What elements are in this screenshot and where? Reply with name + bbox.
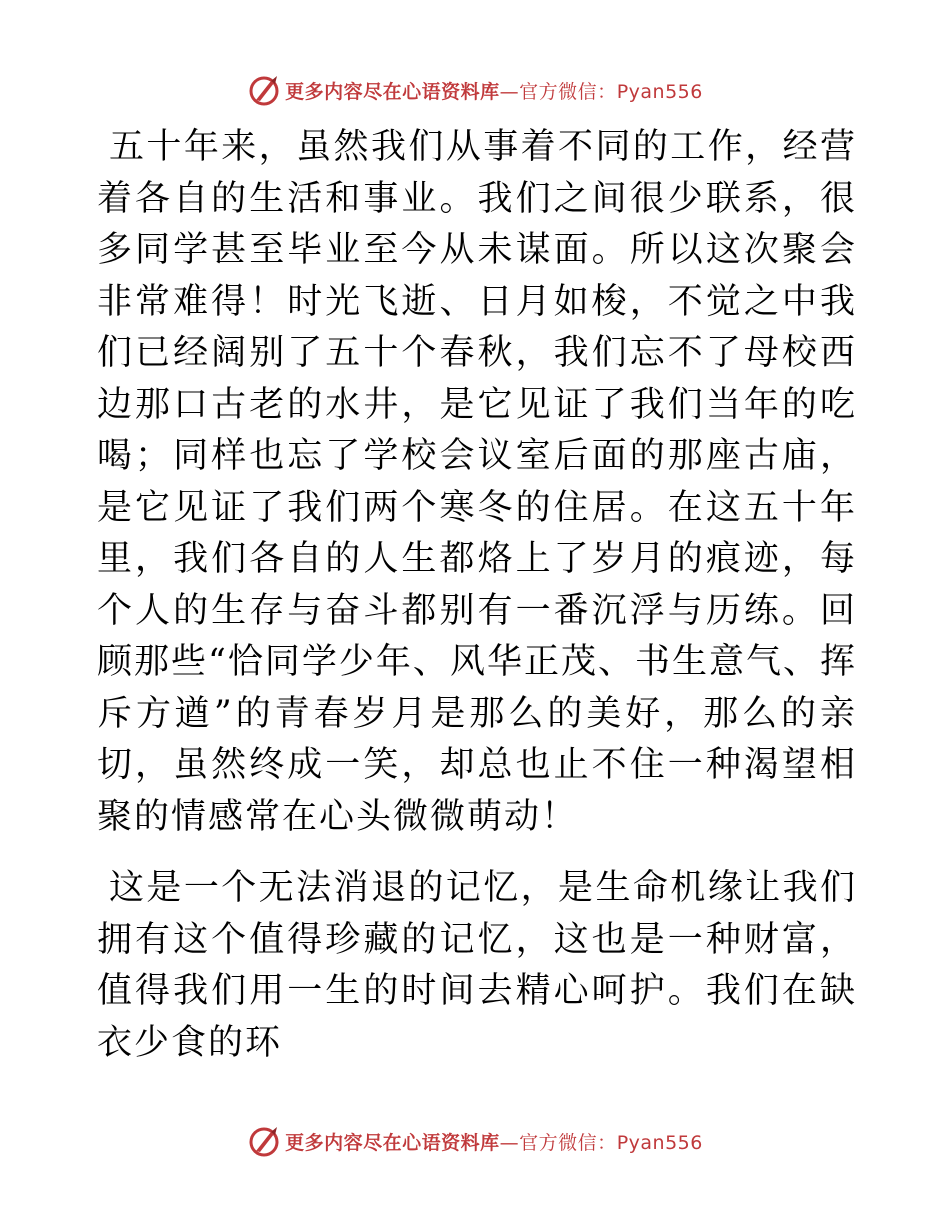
header-banner [0, 70, 950, 110]
banner-wechat-id: Pyan556 [616, 80, 703, 103]
banner-text [285, 77, 703, 104]
banner-wechat-id: Pyan556 [616, 1131, 703, 1154]
banner-text [285, 1128, 703, 1155]
paragraph-2: 这是一个无法消退的记忆，是生命机缘让我们拥有这个值得珍藏的记忆，这也是一种财富，值得我们用一生的时间去精心呵护。我们在缺衣少食的环 [97, 868, 857, 1063]
quill-seal-logo-icon [247, 1124, 281, 1158]
banner-wechat-label: 官方微信： [519, 80, 617, 103]
paragraph-1: 五十年来，虽然我们从事着不同的工作，经营着各自的生活和事业。我们之间很少联系，很多同学甚至毕业至今从未谋面。所以这次聚会非常难得！时光飞逝、日月如梭，不觉之中我们已经阔别了五十个春秋，我们忘不了母校西边那口古老的水井，是它见证了我们当年的吃喝；同样也忘了学校会议室后面的那座古庙，是它见证了我们两个寒冬的住居。在这五十年里，我们各自的人生都烙上了岁月的痕迹，每个人的生存与奋斗都别有一番沉浮与历练。回顾那些“恰同学少年、风华正茂、书生意气、挥斥方遒”的青春岁月是那么的美好，那么的亲切，虽然终成一笑，却总也止不住一种渴望相聚的情感常在心头微微萌动！ [97, 127, 857, 837]
banner-title: 更多内容尽在心语资料库 [285, 1131, 500, 1154]
document-body [97, 122, 857, 1069]
banner-wechat-label: 官方微信： [519, 1131, 617, 1154]
footer-banner [0, 1121, 950, 1161]
banner-separator: — [499, 1131, 520, 1154]
quill-seal-logo-icon [247, 73, 281, 107]
banner-separator: — [499, 80, 520, 103]
banner-title: 更多内容尽在心语资料库 [285, 80, 500, 103]
